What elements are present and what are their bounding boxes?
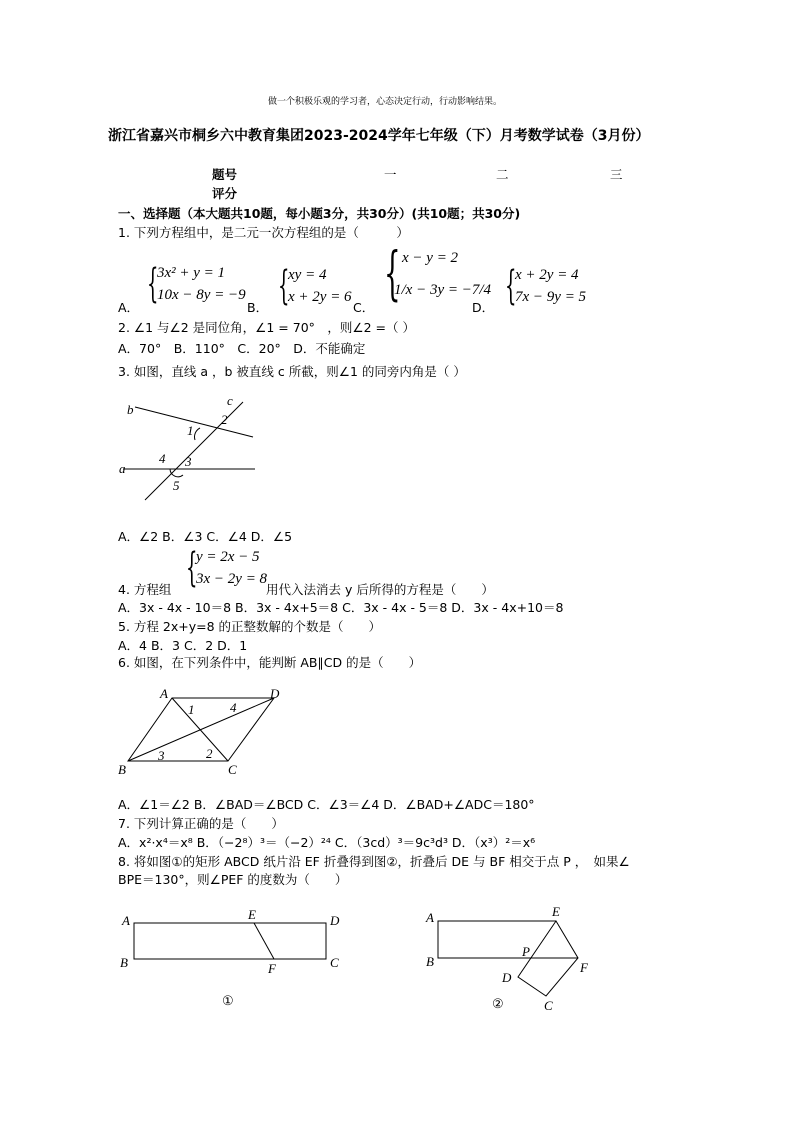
label-3: 3 (185, 454, 192, 469)
option-label: C． (353, 300, 375, 315)
q2-options: A．70° B．110° C．20° D．不能确定 (118, 341, 366, 356)
label-B: B (120, 955, 128, 970)
q4-stem-pre: 4. 方程组 (118, 582, 172, 597)
label-a: a (119, 461, 126, 476)
label-C: C (544, 998, 553, 1013)
q7-options: A．x²·x⁴＝x⁸ B．（−2⁸）³＝（−2）²⁴ C．（3cd）³＝9c³d³ D．（x³）²＝x⁶ (118, 835, 536, 850)
q6-figure (116, 686, 286, 778)
label-A: A (122, 913, 130, 928)
q1-stem: 1. 下列方程组中，是二元一次方程组的是（ ） (118, 225, 409, 240)
label-B: B (426, 954, 434, 969)
label-b: b (127, 402, 134, 417)
label-2: 2 (206, 746, 213, 761)
label-D: D (502, 970, 512, 985)
label-F: F (580, 960, 588, 975)
label-4: 4 (159, 451, 166, 466)
label-5: 5 (173, 478, 180, 493)
equation: 3x − 2y = 8 (196, 571, 268, 587)
equation: y = 2x − 5 (196, 549, 260, 565)
q5-stem: 5. 方程 2x+y=8 的正整数解的个数是（ ） (118, 619, 381, 634)
score-label: 评分 (212, 186, 238, 201)
label-E: E (552, 904, 560, 919)
q2-stem: 2. ∠1 与∠2 是同位角，∠1 = 70° ，则∠2 =（ ） (118, 320, 415, 335)
q8-figure-2 (420, 900, 600, 1015)
q8-stem-line2: BPE＝130°，则∠PEF 的度数为（ ） (118, 872, 348, 887)
label-D: D (270, 686, 280, 701)
label-4: 4 (230, 700, 237, 715)
label-A: A (426, 910, 434, 925)
label-A: A (160, 686, 168, 701)
equation: 10x − 8y = −9 (157, 287, 246, 303)
option-label: B． (247, 300, 269, 315)
equation: xy = 4 (288, 267, 327, 283)
q7-stem: 7. 下列计算正确的是（ ） (118, 816, 284, 831)
q3-options: A．∠2 B．∠3 C．∠4 D．∠5 (118, 529, 293, 544)
section-heading: 一、选择题（本大题共10题，每小题3分，共30分）(共10题；共30分) (118, 206, 521, 221)
q8-stem-line1: 8. 将如图①的矩形 ABCD 纸片沿 EF 折叠得到图②，折叠后 DE 与 BF 相交于点 P ， 如果∠ (118, 854, 630, 869)
label-2: 2 (221, 412, 228, 427)
header-cell: 题号 (212, 167, 238, 182)
q3-stem: 3. 如图，直线 a ，b 被直线 c 所截，则∠1 的同旁内角是（ ） (118, 364, 466, 379)
figure-number: ① (222, 993, 234, 1008)
q3-figure (115, 392, 265, 502)
motto: 做一个积极乐观的学习者，心态决定行动，行动影响结果。 (268, 97, 503, 107)
equation: 7x − 9y = 5 (515, 289, 587, 305)
label-C: C (330, 955, 339, 970)
q4-options: A．3x - 4x - 10＝8 B．3x - 4x+5＝8 C．3x - 4x - 5＝8 D．3x - 4x+10＝8 (118, 600, 564, 615)
equation: x + 2y = 6 (288, 289, 352, 305)
q4-stem-post: 用代入法消去 y 后所得的方程是（ ） (266, 582, 494, 597)
option-label: A． (118, 300, 140, 315)
label-E: E (248, 907, 256, 922)
header-cell: 二 (496, 167, 509, 182)
q6-stem: 6. 如图，在下列条件中，能判断 AB∥CD 的是（ ） (118, 655, 422, 670)
equation: x + 2y = 4 (515, 267, 579, 283)
label-3: 3 (158, 748, 165, 763)
label-D: D (330, 913, 340, 928)
q4-system: { y = 2x − 5 3x − 2y = 8 (186, 545, 268, 591)
q8-figure-1 (118, 905, 348, 1015)
system-a: { 3x² + y = 1 10x − 8y = −9 (147, 261, 246, 307)
equation: 1/x − 3y = −7/4 (394, 282, 492, 298)
label-F: F (268, 961, 276, 976)
header-cell: 一 (384, 167, 397, 182)
label-1: 1 (187, 423, 194, 438)
figure-number: ② (492, 996, 504, 1011)
option-label: D． (472, 300, 495, 315)
label-C: C (228, 762, 237, 777)
equation: x − y = 2 (402, 250, 459, 266)
label-c: c (227, 393, 233, 408)
label-1: 1 (188, 702, 195, 717)
page-title: 浙江省嘉兴市桐乡六中教育集团2023-2024学年七年级（下）月考数学试卷（3月份） (108, 128, 650, 144)
q5-options: A．4 B．3 C．2 D．1 (118, 638, 248, 653)
label-P: P (522, 944, 530, 959)
system-d: { x + 2y = 4 7x − 9y = 5 (505, 263, 587, 309)
label-B: B (118, 762, 126, 777)
equation: 3x² + y = 1 (157, 265, 226, 281)
q6-options: A．∠1＝∠2 B．∠BAD＝∠BCD C．∠3＝∠4 D．∠BAD+∠ADC＝180° (118, 797, 535, 812)
system-b: { xy = 4 x + 2y = 6 (278, 263, 352, 309)
system-c: { x − y = 2 1/x − 3y = −7/4 (384, 239, 492, 307)
header-cell: 三 (610, 167, 623, 182)
